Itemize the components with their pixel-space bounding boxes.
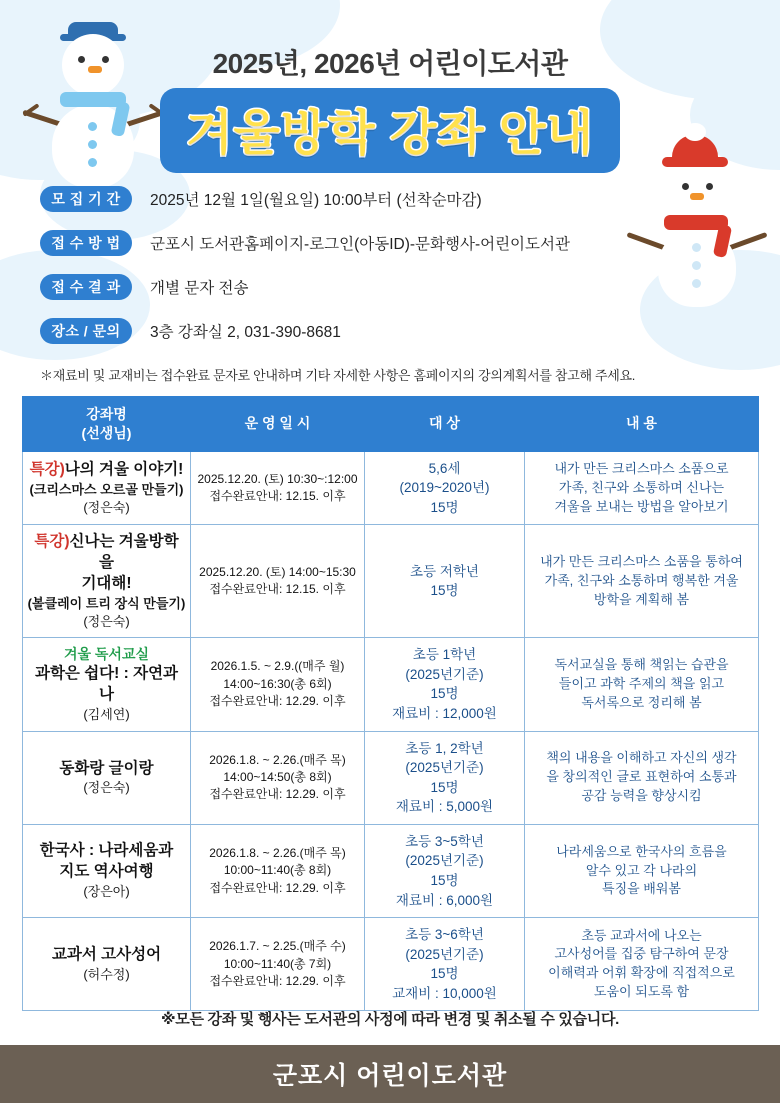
cell-content-line: 공감 능력을 향상시킴 bbox=[581, 788, 702, 804]
cell-content bbox=[525, 918, 759, 1011]
course-series-label: 겨울 독서교실 bbox=[63, 646, 150, 663]
cell-course-name bbox=[23, 525, 191, 638]
course-name-line: 과학은 쉽다! : 자연과 나 bbox=[34, 665, 179, 704]
page-title bbox=[0, 88, 780, 173]
cell-target bbox=[365, 918, 525, 1011]
page-subtitle: 2025년, 2026년 어린이도서관 bbox=[212, 48, 568, 79]
cell-target-line: 재료비 : 6,000원 bbox=[395, 892, 494, 908]
cell-schedule-line: 2026.1.8. ~ 2.26.(매주 목) bbox=[209, 845, 346, 860]
table-row bbox=[23, 824, 759, 917]
cell-schedule-line: 2025.12.20. (토) 14:00~15:30 bbox=[199, 565, 356, 579]
special-tag: 특강) bbox=[29, 461, 65, 479]
cell-content-line: 특징을 배워봄 bbox=[602, 881, 681, 897]
cell-content-line: 이해력과 어휘 확장에 직접적으로 bbox=[548, 965, 735, 981]
cell-content-line: 가족, 친구와 소통하며 행복한 겨울 bbox=[544, 572, 739, 588]
cell-target-line: 15명 bbox=[430, 966, 459, 982]
course-name-line: (김세연) bbox=[83, 707, 130, 723]
cell-content-line: 내가 만든 크리스마스 소품으로 bbox=[554, 460, 729, 476]
info-row bbox=[40, 186, 740, 212]
cell-schedule-line: 접수완료안내: 12.15. 이후 bbox=[209, 489, 346, 504]
cell-content-line: 초등 교과서에 나오는 bbox=[581, 927, 702, 943]
cell-target-line: 초등 3~5학년 bbox=[405, 833, 484, 849]
cell-schedule-line: 접수완료안내: 12.29. 이후 bbox=[209, 973, 346, 988]
cell-content bbox=[525, 451, 759, 525]
materials-note: ＊재료비 및 교재비는 접수완료 문자로 안내하며 기타 자세한 사항은 홈페이지의 강의계획서를 참고해 주세요. bbox=[40, 368, 636, 383]
cell-content-line: 을 창의적인 글로 표현하여 소통과 bbox=[546, 769, 737, 785]
cell-target-line: (2025년기준) bbox=[405, 853, 484, 869]
cell-content-line: 내가 만든 크리스마스 소품을 통하여 bbox=[540, 554, 743, 570]
cell-target bbox=[365, 638, 525, 731]
cell-content-line: 독서교실을 통해 책읽는 습관을 bbox=[554, 657, 729, 673]
course-name-line: 지도 역사여행 bbox=[59, 863, 154, 881]
cell-target-line: 초등 저학년 bbox=[410, 563, 479, 579]
course-table bbox=[22, 396, 759, 1011]
course-name-line: (장은아) bbox=[83, 884, 130, 900]
course-name-line: (허수정) bbox=[83, 966, 130, 982]
table-header-row bbox=[23, 397, 759, 452]
course-name-line: 한국사 : 나라세움과 bbox=[39, 842, 174, 860]
page-title-text: 겨울방학 강좌 안내 bbox=[186, 107, 594, 160]
cell-schedule bbox=[191, 638, 365, 731]
cell-target-line: (2019~2020년) bbox=[399, 480, 490, 496]
cell-target-line: 5,6세 bbox=[428, 460, 461, 476]
cell-schedule-line: 접수완료안내: 12.29. 이후 bbox=[209, 694, 346, 709]
cell-target-line: 초등 1, 2학년 bbox=[405, 740, 484, 756]
course-name-line: (정은숙) bbox=[83, 780, 130, 796]
info-value-application-method: 군포시 도서관홈페이지-로그인(아동ID)-문화행사-어린이도서관 bbox=[150, 236, 570, 253]
cell-content bbox=[525, 824, 759, 917]
cell-target-line: 초등 3~6학년 bbox=[405, 927, 484, 943]
course-name-line: 교과서 고사성어 bbox=[51, 946, 162, 963]
course-name-line: (정은숙) bbox=[83, 499, 130, 515]
cell-target-line: (2025년기준) bbox=[405, 946, 484, 962]
table-row bbox=[23, 525, 759, 638]
info-row bbox=[40, 318, 740, 344]
cell-content-line: 도움이 되도록 함 bbox=[593, 984, 690, 1000]
cell-target-line: 교재비 : 10,000원 bbox=[392, 985, 497, 1001]
cell-target-line: 15명 bbox=[430, 499, 459, 515]
info-list bbox=[40, 186, 740, 362]
cell-schedule bbox=[191, 824, 365, 917]
cell-schedule bbox=[191, 525, 365, 638]
cell-schedule bbox=[191, 918, 365, 1011]
cell-schedule-line: 접수완료안내: 12.15. 이후 bbox=[209, 582, 346, 597]
cell-content-line: 고사성어를 집중 탐구하여 문장 bbox=[554, 946, 729, 962]
column-header-schedule: 운 영 일 시 bbox=[191, 397, 365, 452]
cell-target bbox=[365, 451, 525, 525]
cell-schedule-line: 2026.1.7. ~ 2.25.(매주 수) bbox=[209, 939, 346, 954]
cell-schedule-line: 10:00~11:40(총 7회) bbox=[223, 956, 332, 971]
cell-course-name bbox=[23, 638, 191, 731]
cell-content-line: 들이고 과학 주제의 책을 읽고 bbox=[558, 676, 725, 692]
cell-course-name bbox=[23, 918, 191, 1011]
cell-content-line: 가족, 친구와 소통하며 신나는 bbox=[558, 479, 725, 495]
info-value-result: 개별 문자 전송 bbox=[150, 280, 249, 297]
cell-schedule-line: 접수완료안내: 12.29. 이후 bbox=[209, 787, 346, 802]
course-name-line: 특강)신나는 겨울방학을 bbox=[34, 533, 179, 572]
column-header-target: 대 상 bbox=[365, 397, 525, 452]
cell-content bbox=[525, 731, 759, 824]
cell-content-line: 알수 있고 각 나라의 bbox=[585, 862, 698, 878]
column-header-content: 내 용 bbox=[525, 397, 759, 452]
course-name-line: 동화랑 글이랑 bbox=[59, 759, 154, 777]
cell-schedule bbox=[191, 731, 365, 824]
cell-target-line: 15명 bbox=[430, 686, 459, 702]
special-tag: 특강) bbox=[34, 533, 70, 551]
cell-target-line: (2025년기준) bbox=[405, 760, 484, 776]
cell-course-name bbox=[23, 824, 191, 917]
info-row bbox=[40, 274, 740, 300]
cell-target-line: 15명 bbox=[430, 779, 459, 795]
footer-organization: 군포시 어린이도서관 bbox=[0, 1045, 780, 1103]
info-label-result: 접 수 결 과 bbox=[40, 274, 132, 300]
info-row bbox=[40, 230, 740, 256]
cell-target bbox=[365, 824, 525, 917]
cell-schedule bbox=[191, 451, 365, 525]
cell-course-name bbox=[23, 451, 191, 525]
cell-content bbox=[525, 638, 759, 731]
title-bubble bbox=[160, 88, 620, 173]
table-row bbox=[23, 918, 759, 1011]
info-value-place-contact: 3층 강좌실 2, 031-390-8681 bbox=[150, 324, 341, 341]
cell-content-line: 독서록으로 정리해 봄 bbox=[581, 694, 702, 710]
course-name-line: (볼클레이 트리 장식 만들기) bbox=[27, 596, 186, 612]
cell-target-line: 초등 1학년 bbox=[412, 647, 477, 663]
cell-schedule-line: 2025.12.20. (토) 10:30~:12:00 bbox=[197, 471, 358, 486]
cell-schedule-line: 2026.1.8. ~ 2.26.(매주 목) bbox=[209, 752, 346, 767]
cell-content bbox=[525, 525, 759, 638]
cell-target-line: 재료비 : 12,000원 bbox=[392, 706, 497, 722]
cell-content-line: 방학을 계획해 봄 bbox=[593, 591, 690, 607]
course-name-line: 특강)나의 겨울 이야기! bbox=[29, 461, 184, 479]
cell-target-line: 15명 bbox=[430, 583, 459, 599]
info-label-place-contact: 장소 / 문의 bbox=[40, 318, 132, 344]
column-header-course-name: 강좌명 (선생님) bbox=[23, 397, 191, 452]
course-name-line: (정은숙) bbox=[83, 613, 130, 629]
cell-content-line: 겨울을 보내는 방법을 알아보기 bbox=[554, 498, 729, 514]
cell-schedule-line: 접수완료안내: 12.29. 이후 bbox=[209, 880, 346, 895]
table-row bbox=[23, 451, 759, 525]
table-row bbox=[23, 731, 759, 824]
cell-target-line: 15명 bbox=[430, 872, 459, 888]
course-name-line: (크리스마스 오르골 만들기) bbox=[29, 482, 184, 498]
table-row bbox=[23, 638, 759, 731]
course-name-line: 기대해! bbox=[81, 575, 132, 593]
cell-schedule-line: 14:00~16:30(총 6회) bbox=[223, 676, 332, 691]
cell-content-line: 책의 내용을 이해하고 자신의 생각 bbox=[546, 750, 737, 766]
info-label-recruit-period: 모 집 기 간 bbox=[40, 186, 132, 212]
cell-course-name bbox=[23, 731, 191, 824]
cell-target bbox=[365, 525, 525, 638]
footer-note: ※모든 강좌 및 행사는 도서관의 사정에 따라 변경 및 취소될 수 있습니다. bbox=[160, 1011, 619, 1028]
cell-target-line: 재료비 : 5,000원 bbox=[395, 799, 494, 815]
cell-schedule-line: 2026.1.5. ~ 2.9.((매주 월) bbox=[210, 659, 345, 674]
cell-target bbox=[365, 731, 525, 824]
info-value-recruit-period: 2025년 12월 1일(월요일) 10:00부터 (선착순마감) bbox=[150, 192, 482, 209]
info-label-application-method: 접 수 방 법 bbox=[40, 230, 132, 256]
cell-content-line: 나라세움으로 한국사의 흐름을 bbox=[556, 843, 727, 859]
cell-schedule-line: 14:00~14:50(총 8회) bbox=[223, 770, 332, 785]
cell-target-line: (2025년기준) bbox=[405, 666, 484, 682]
cell-schedule-line: 10:00~11:40(총 8회) bbox=[223, 863, 332, 878]
